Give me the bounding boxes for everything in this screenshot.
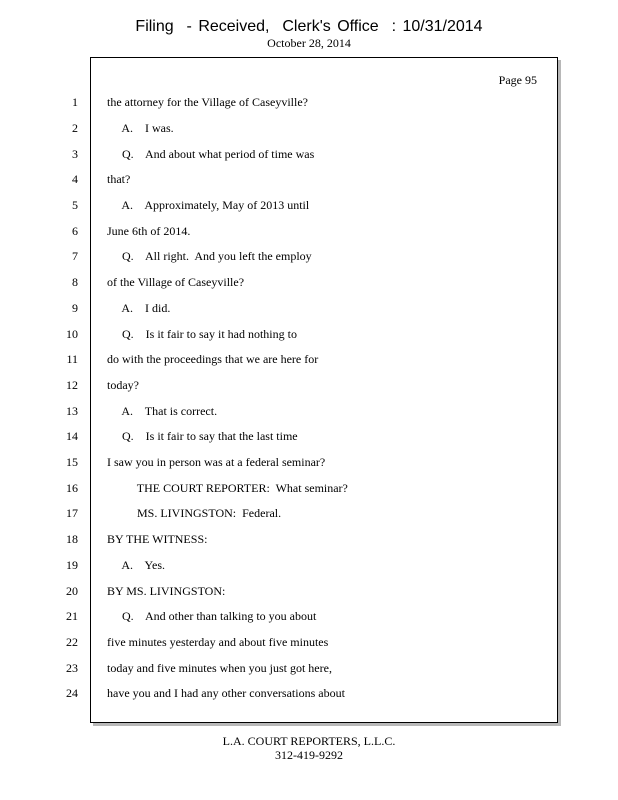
transcript-line: that? (107, 172, 131, 186)
transcript-line: do with the proceedings that we are here for (107, 352, 319, 366)
line-number: 8 (72, 275, 78, 289)
transcript-line: Q. And about what period of time was (107, 147, 315, 161)
transcript-line: MS. LIVINGSTON: Federal. (107, 506, 282, 520)
transcript-line: today? (107, 378, 139, 392)
line-number: 12 (66, 378, 78, 392)
line-number: 9 (72, 301, 78, 315)
line-number: 19 (66, 558, 78, 572)
line-number: 18 (66, 532, 78, 546)
transcript-line: THE COURT REPORTER: What seminar? (107, 481, 348, 495)
transcript-line: June 6th of 2014. (107, 224, 191, 238)
line-number: 24 (66, 686, 78, 700)
transcript-line: of the Village of Caseyville? (107, 275, 245, 289)
transcript-line: the attorney for the Village of Caseyville? (107, 95, 308, 109)
hearing-date: October 28, 2014 (267, 36, 351, 50)
transcript-line: Q. And other than talking to you about (107, 609, 317, 623)
line-number: 22 (66, 635, 78, 649)
transcript-line: today and five minutes when you just got here, (107, 661, 332, 675)
line-number: 4 (72, 172, 78, 186)
line-number: 14 (66, 429, 78, 443)
transcript-line: have you and I had any other conversations about (107, 686, 345, 700)
transcript-line: A. I did. (107, 301, 171, 315)
transcript-line: BY THE WITNESS: (107, 532, 208, 546)
line-number: 10 (66, 327, 78, 341)
line-number: 11 (66, 352, 78, 366)
line-number: 13 (66, 404, 78, 418)
reporter-phone: 312-419-9292 (275, 748, 343, 762)
line-number: 2 (72, 121, 78, 135)
transcript-line: Q. All right. And you left the employ (107, 249, 312, 263)
filing-stamp-header: Filing - Received, Clerk's Office : 10/31/2014 (135, 18, 483, 35)
transcript-line: A. That is correct. (107, 404, 218, 418)
transcript-line: five minutes yesterday and about five minutes (107, 635, 329, 649)
line-number: 7 (72, 249, 78, 263)
transcript-line: BY MS. LIVINGSTON: (107, 584, 226, 598)
line-number: 3 (72, 147, 78, 161)
line-number: 21 (66, 609, 78, 623)
transcript-line: A. I was. (107, 121, 174, 135)
line-number: 1 (72, 95, 78, 109)
page-number: Page 95 (498, 73, 537, 87)
line-number: 5 (72, 198, 78, 212)
transcript-line: Q. Is it fair to say it had nothing to (107, 327, 297, 341)
transcript-line: I saw you in person was at a federal seminar? (107, 455, 326, 469)
transcript-line: A. Yes. (107, 558, 166, 572)
transcript-line: A. Approximately, May of 2013 until (107, 198, 310, 212)
line-number: 6 (72, 224, 78, 238)
transcript-line: Q. Is it fair to say that the last time (107, 429, 298, 443)
line-number: 20 (66, 584, 78, 598)
line-number: 23 (66, 661, 78, 675)
line-number: 16 (66, 481, 78, 495)
line-number: 15 (66, 455, 78, 469)
reporter-company: L.A. COURT REPORTERS, L.L.C. (222, 734, 396, 748)
line-number: 17 (66, 506, 78, 520)
